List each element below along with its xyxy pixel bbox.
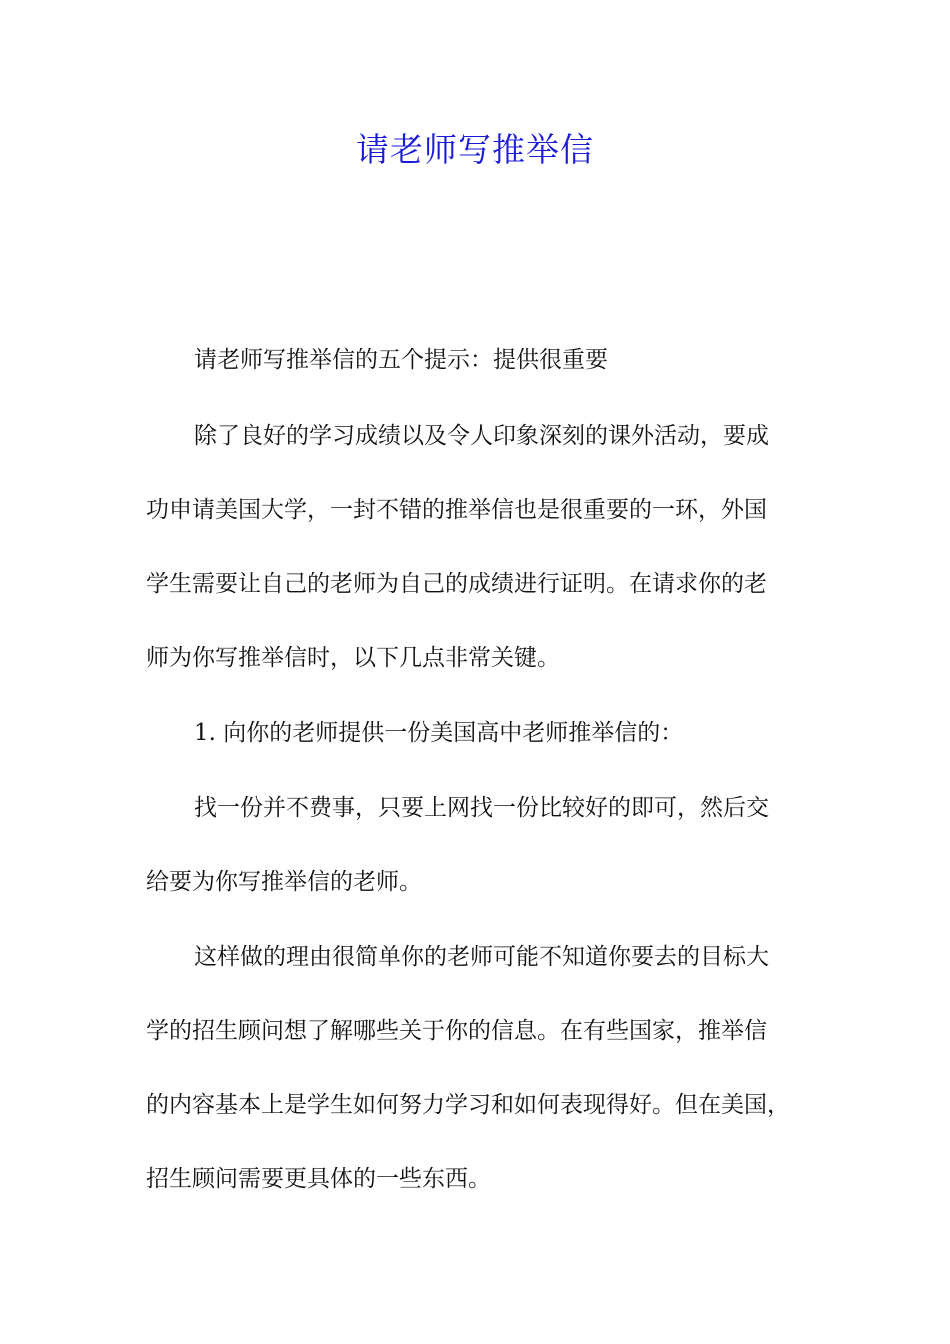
paragraph-line: 这样做的理由很简单你的老师可能不知道你要去的目标大 [194, 944, 769, 970]
paragraph-line: 学的招生顾问想了解哪些关于你的信息。在有些国家，推举信 [146, 1018, 767, 1044]
paragraph-line: 师为你写推举信时，以下几点非常关键。 [146, 645, 560, 671]
paragraph-line: 给要为你写推举信的老师。 [146, 869, 422, 895]
paragraph-line: 功申请美国大学，一封不错的推举信也是很重要的一环，外国 [146, 497, 767, 523]
numbered-item-line: 1. 向你的老师提供一份美国高中老师推举信的： [194, 720, 684, 746]
subtitle-line: 请老师写推举信的五个提示：提供很重要 [194, 347, 608, 373]
paragraph-line: 学生需要让自己的老师为自己的成绩进行证明。在请求你的老 [146, 571, 767, 597]
paragraph-line: 的内容基本上是学生如何努力学习和如何表现得好。但在美国， [146, 1092, 790, 1118]
document-title: 请老师写推举信 [356, 130, 594, 169]
paragraph-line: 除了良好的学习成绩以及令人印象深刻的课外活动，要成 [194, 423, 769, 449]
paragraph-line: 招生顾问需要更具体的一些东西。 [146, 1166, 491, 1192]
paragraph-line: 找一份并不费事，只要上网找一份比较好的即可，然后交 [194, 795, 769, 821]
